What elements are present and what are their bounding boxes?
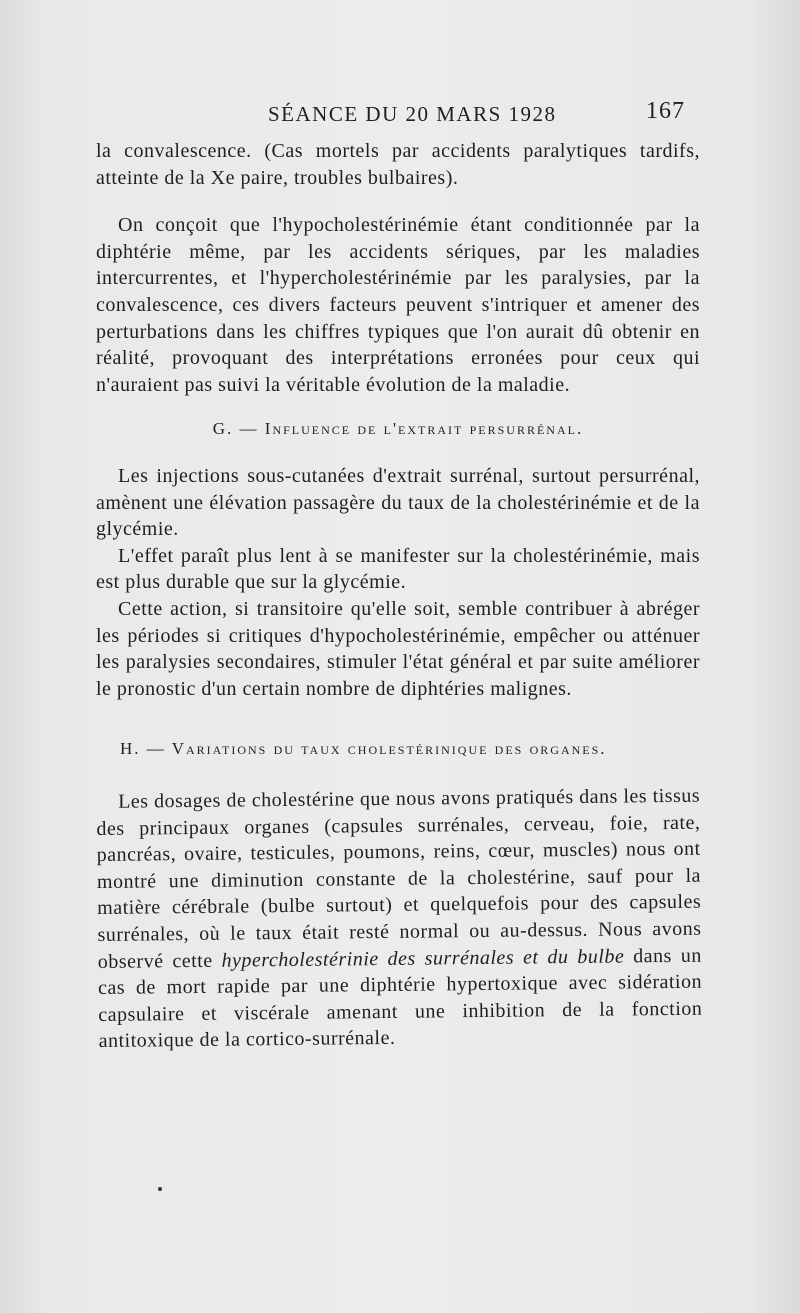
paragraph-hypocholesterinemie: On conçoit que l'hypocholestérinémie étant conditionnée par la diphtérie même, par les accidents sériques, par les maladies intercurrentes, et l'hypercholestérinémie par les paralysies, par la convalescence, ces divers facteurs peuvent s'intriquer et amener des perturbations dans les chiffres typiques que l'on aurait dû obtenir en réalité, provoquant des interprétations erronées pour ceux qui n'auraient pas suivi la véritable évolution de la maladie. xyxy=(96,214,700,396)
page-number: 167 xyxy=(646,98,685,124)
paragraph-convalescence: la convalescence. (Cas mortels par accidents paralytiques tardifs, atteinte de la Xe paire, troubles bulbaires). xyxy=(96,140,700,189)
paragraph-injections: Les injections sous-cutanées d'extrait surrénal, surtout persurrénal, amènent une élévation passagère du taux de la cholestérinémie et de la glycémie. xyxy=(96,464,700,541)
paragraph-action: Cette action, si transitoire qu'elle soit, semble contribuer à abréger les périodes si critiques d'hypocholestérinémie, empêcher ou atténuer les paralysies secondaires, stimuler l'état général et par suite améliorer le pronostic d'un certain nombre de diphtéries malignes. xyxy=(96,597,700,700)
paragraph-effet: L'effet paraît plus lent à se manifester sur la cholestérinémie, mais est plus durable que sur la glycémie. xyxy=(96,544,700,594)
running-head: SÉANCE DU 20 MARS 1928 xyxy=(268,102,557,126)
body-text xyxy=(96,138,703,1055)
paragraph-dosages-end: dans un cas de mort rapide par une diphtérie hypertoxique avec sidération capsulaire et viscérale amenant une inhibition de la fonction antitoxique de la cortico-surrénale. xyxy=(97,944,703,1053)
section-heading-h: H. — Variations du taux cholestérinique des organes. xyxy=(120,739,607,759)
page-header xyxy=(0,96,800,132)
ink-speck xyxy=(158,1187,162,1191)
paragraph-dosages xyxy=(96,783,703,1055)
italic-term: hypercholestérinie des surrénales et du bulbe xyxy=(221,944,625,972)
section-heading-g: G. — Influence de l'extrait persurrénal. xyxy=(212,419,584,439)
paragraph-dosages-start: Les dosages de cholestérine que nous avons pratiqués dans les tissus des principaux organes (capsules surrénales, cerveau, foie, rate, pancréas, ovaire, testicules, poumons, reins, cœur, muscles) nous ont montré une diminution constante de la cholestérine, sauf pour la matière cérébrale (bulbe surtout) et quelquefois pour des capsules surrénales, où le taux était resté normal ou au-dessus. Nous avons observé cette xyxy=(96,784,702,973)
